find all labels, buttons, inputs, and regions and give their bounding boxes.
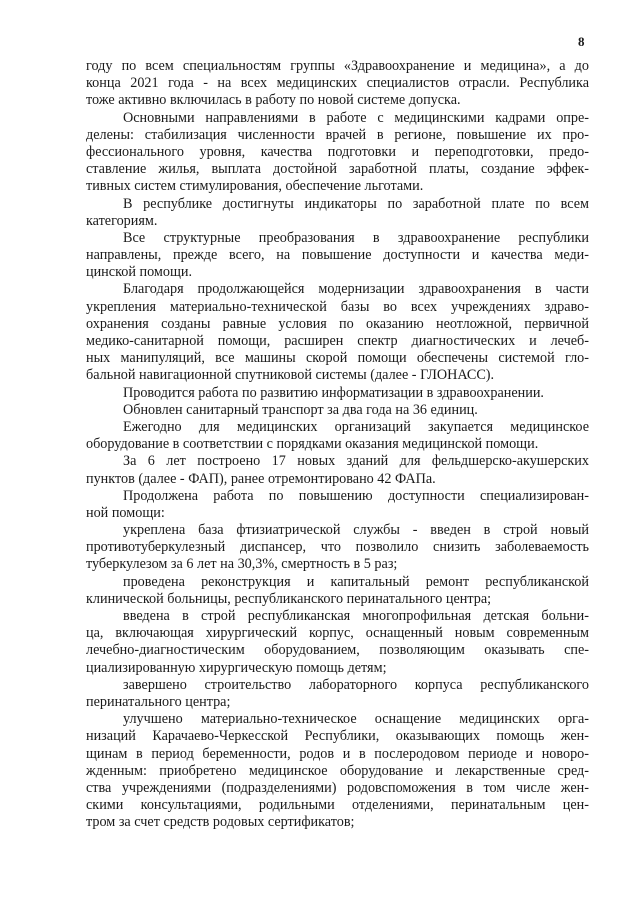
text-line: введена в строй республиканская многопрофильная детская больни- xyxy=(123,608,589,624)
text-line: тоже активно включилась в работу по новой системе допуска. xyxy=(86,92,461,109)
text-line: ставление жилья, выплата достойной заработной платы, создание эффек- xyxy=(86,161,589,178)
text-line: оборудование в соответствии с порядками оказания медицинской помощи. xyxy=(86,436,539,453)
text-line: году по всем специальностям группы «Здравоохранение и медицина», а до xyxy=(86,58,589,74)
text-line: противотуберкулезный диспансер, что позволило снизить заболеваемость xyxy=(86,539,589,556)
text-line: Проводится работа по развитию информатизации в здравоохранении. xyxy=(123,384,544,401)
text-line: конца 2021 года - на всех медицинских специалистов отрасли. Республика xyxy=(86,75,589,92)
text-line: бальной навигационной спутниковой системы (далее - ГЛОНАСС). xyxy=(86,367,495,384)
text-line: тивных систем стимулирования, обеспечение льготами. xyxy=(86,178,424,195)
page-number: 8 xyxy=(578,34,585,49)
text-line: низаций Карачаево-Черкесской Республики, оказывающих помощь жен- xyxy=(86,728,589,745)
text-line: завершено строительство лабораторного корпуса республиканского xyxy=(123,676,589,693)
text-line: ных манипуляций, все машины скорой помощи обеспечены системой гло- xyxy=(86,350,589,367)
text-line: Благодаря продолжающейся модернизации здравоохранения в части xyxy=(123,281,589,298)
text-line: жденным: приобретено медицинское оборудование и лекарственные сред- xyxy=(86,762,589,779)
text-line: туберкулезом за 6 лет на 30,3%, смертность в 5 раз; xyxy=(86,556,398,573)
text-line: укрепления материально-технической базы во всех учреждениях здраво- xyxy=(86,298,589,315)
text-line: ной помощи: xyxy=(86,504,165,521)
text-line: Основными направлениями в работе с медицинскими кадрами опре- xyxy=(123,109,589,126)
text-line: охранения созданы равные условия по оказанию неотложной, первичной xyxy=(86,315,589,332)
text-line: Все структурные преобразования в здравоохранение республики xyxy=(123,229,589,246)
text-line: клинической больницы, республиканского перинатального центра; xyxy=(86,590,492,607)
text-line: перинатального центра; xyxy=(86,693,231,710)
text-line: категориям. xyxy=(86,212,158,229)
text-line: За 6 лет построено 17 новых зданий для фельдшерско-акушерских xyxy=(123,453,589,470)
text-line: пунктов (далее - ФАП), ранее отремонтировано 42 ФАПа. xyxy=(86,470,436,487)
text-line: циализированную хирургическую помощь детям; xyxy=(86,659,387,676)
text-line: медико-санитарной помощи, расширен спектр диагностических и лечеб- xyxy=(86,333,589,349)
text-line: укреплена база фтизиатрической службы - введен в строй новый xyxy=(123,522,589,539)
text-line: фессионального уровня, качества подготовки и переподготовки, предо- xyxy=(86,143,589,160)
text-line: Продолжена работа по повышению доступности специализирован- xyxy=(123,487,589,504)
text-line: Обновлен санитарный транспорт за два года на 36 единиц. xyxy=(123,401,478,418)
text-line: делены: стабилизация численности врачей в регионе, повышение их про- xyxy=(86,126,589,143)
text-line: Ежегодно для медицинских организаций закупается медицинское xyxy=(123,418,589,435)
text-line: щинам в период беременности, родов и в послеродовом периоде и новоро- xyxy=(86,745,589,762)
text-line: В республике достигнуты индикаторы по заработной плате по всем xyxy=(123,195,589,212)
text-line: скими консультациями, родильными отделениями, перинатальным цен- xyxy=(86,797,589,814)
text-line: тром за счет средств родовых сертификатов; xyxy=(86,814,355,831)
text-line: цинской помощи. xyxy=(86,264,193,281)
text-line: направлены, прежде всего, на повышение доступности и качества меди- xyxy=(86,247,589,264)
text-line: ца, включающая хирургический корпус, оснащенный новым современным xyxy=(86,625,589,642)
text-line: ства учреждениями (подразделениями) родовспоможения в том числе жен- xyxy=(86,779,589,796)
text-line: лечебно-диагностическим оборудованием, позволяющим оказывать спе- xyxy=(86,642,589,659)
text-line: проведена реконструкция и капитальный ремонт республиканской xyxy=(123,573,589,590)
document-body xyxy=(86,58,589,831)
text-line: улучшено материально-техническое оснащение медицинских орга- xyxy=(123,711,589,728)
